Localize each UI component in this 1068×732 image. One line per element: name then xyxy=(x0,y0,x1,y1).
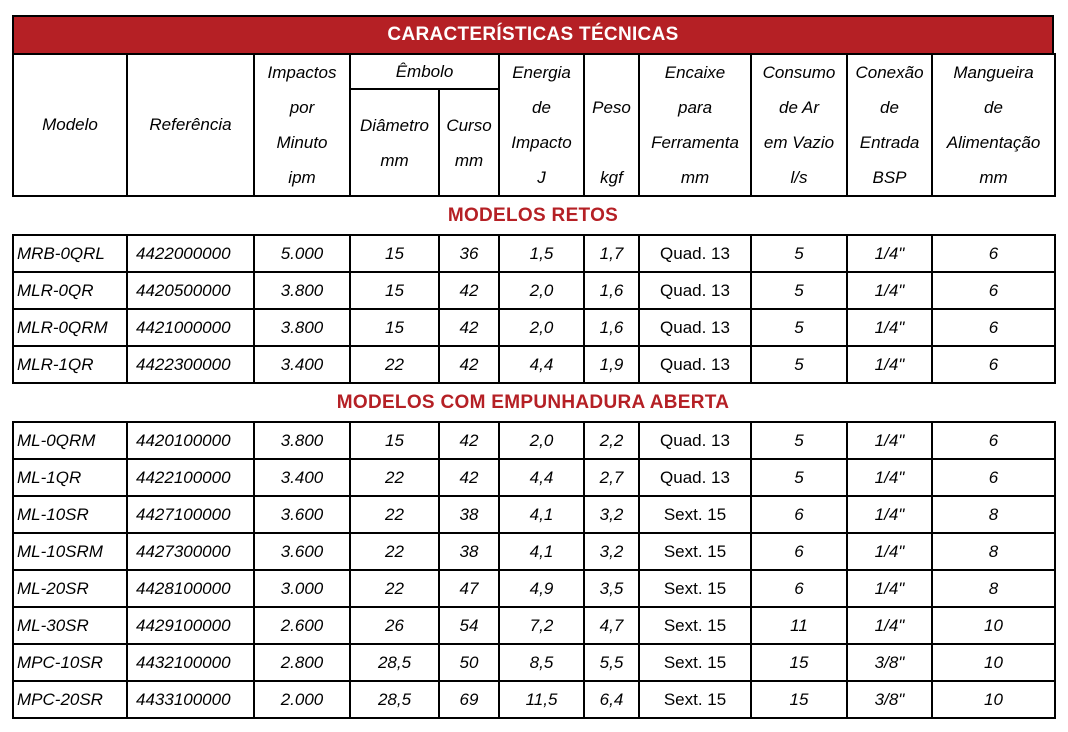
header-modelo: Modelo xyxy=(13,54,127,196)
table-row xyxy=(13,272,1055,309)
header-table xyxy=(12,53,1056,197)
cell-modelo: MPC-20SR xyxy=(13,681,127,718)
cell-modelo: MRB-0QRL xyxy=(13,235,127,272)
cell-encaixe: Quad. 13 xyxy=(639,346,751,383)
cell-curso: 69 xyxy=(439,681,499,718)
cell-mangueira: 10 xyxy=(932,607,1055,644)
header-consumo: Consumo de Ar em Vazio l/s xyxy=(751,54,847,196)
cell-peso: 1,6 xyxy=(584,309,639,346)
cell-mangueira: 10 xyxy=(932,644,1055,681)
cell-mangueira: 8 xyxy=(932,533,1055,570)
header-peso: Peso kgf xyxy=(584,54,639,196)
cell-consumo: 6 xyxy=(751,496,847,533)
header-impactos: Impactos por Minuto ipm xyxy=(254,54,350,196)
cell-consumo: 5 xyxy=(751,272,847,309)
cell-impactos: 2.600 xyxy=(254,607,350,644)
cell-energia: 4,1 xyxy=(499,533,584,570)
cell-peso: 2,2 xyxy=(584,422,639,459)
section-title-retos: MODELOS RETOS xyxy=(447,204,619,226)
header-mangueira: Mangueira de Alimentação mm xyxy=(932,54,1055,196)
cell-curso: 42 xyxy=(439,346,499,383)
cell-impactos: 5.000 xyxy=(254,235,350,272)
cell-curso: 47 xyxy=(439,570,499,607)
cell-mangueira: 10 xyxy=(932,681,1055,718)
table-row xyxy=(13,422,1055,459)
title-banner: CARACTERÍSTICAS TÉCNICAS xyxy=(12,15,1054,53)
cell-modelo: MLR-0QR xyxy=(13,272,127,309)
cell-referencia: 4421000000 xyxy=(127,309,254,346)
cell-conexao: 1/4" xyxy=(847,496,932,533)
cell-diametro: 15 xyxy=(350,422,439,459)
table-row xyxy=(13,346,1055,383)
cell-impactos: 3.400 xyxy=(254,459,350,496)
cell-conexao: 1/4" xyxy=(847,309,932,346)
cell-peso: 4,7 xyxy=(584,607,639,644)
cell-conexao: 1/4" xyxy=(847,533,932,570)
cell-peso: 5,5 xyxy=(584,644,639,681)
cell-referencia: 4427100000 xyxy=(127,496,254,533)
cell-consumo: 5 xyxy=(751,309,847,346)
table-row xyxy=(13,570,1055,607)
cell-consumo: 15 xyxy=(751,644,847,681)
cell-curso: 38 xyxy=(439,496,499,533)
cell-diametro: 22 xyxy=(350,459,439,496)
cell-diametro: 22 xyxy=(350,533,439,570)
cell-curso: 42 xyxy=(439,309,499,346)
cell-modelo: MLR-1QR xyxy=(13,346,127,383)
cell-consumo: 6 xyxy=(751,533,847,570)
cell-consumo: 5 xyxy=(751,346,847,383)
table-retos xyxy=(12,234,1056,384)
cell-peso: 1,7 xyxy=(584,235,639,272)
cell-encaixe: Quad. 13 xyxy=(639,235,751,272)
table-row xyxy=(13,607,1055,644)
cell-encaixe: Quad. 13 xyxy=(639,272,751,309)
table-row xyxy=(13,496,1055,533)
header-encaixe: Encaixe para Ferramenta mm xyxy=(639,54,751,196)
cell-encaixe: Sext. 15 xyxy=(639,644,751,681)
cell-peso: 3,2 xyxy=(584,496,639,533)
cell-conexao: 3/8" xyxy=(847,681,932,718)
cell-energia: 2,0 xyxy=(499,272,584,309)
cell-mangueira: 6 xyxy=(932,422,1055,459)
cell-diametro: 22 xyxy=(350,570,439,607)
cell-mangueira: 6 xyxy=(932,459,1055,496)
cell-encaixe: Quad. 13 xyxy=(639,422,751,459)
cell-curso: 50 xyxy=(439,644,499,681)
cell-conexao: 1/4" xyxy=(847,459,932,496)
table-row xyxy=(13,681,1055,718)
cell-energia: 11,5 xyxy=(499,681,584,718)
cell-mangueira: 6 xyxy=(932,235,1055,272)
cell-conexao: 1/4" xyxy=(847,272,932,309)
cell-consumo: 5 xyxy=(751,422,847,459)
cell-impactos: 3.000 xyxy=(254,570,350,607)
cell-energia: 4,1 xyxy=(499,496,584,533)
cell-modelo: ML-10SRM xyxy=(13,533,127,570)
table-empunhadura xyxy=(12,421,1056,719)
table-row xyxy=(13,309,1055,346)
table-row xyxy=(13,459,1055,496)
cell-energia: 1,5 xyxy=(499,235,584,272)
cell-diametro: 15 xyxy=(350,309,439,346)
cell-energia: 2,0 xyxy=(499,309,584,346)
cell-modelo: MPC-10SR xyxy=(13,644,127,681)
cell-encaixe: Quad. 13 xyxy=(639,459,751,496)
cell-curso: 36 xyxy=(439,235,499,272)
cell-referencia: 4433100000 xyxy=(127,681,254,718)
cell-conexao: 1/4" xyxy=(847,422,932,459)
cell-diametro: 22 xyxy=(350,346,439,383)
cell-impactos: 3.800 xyxy=(254,422,350,459)
cell-impactos: 3.600 xyxy=(254,496,350,533)
cell-referencia: 4420500000 xyxy=(127,272,254,309)
cell-curso: 54 xyxy=(439,607,499,644)
cell-peso: 1,9 xyxy=(584,346,639,383)
cell-impactos: 2.000 xyxy=(254,681,350,718)
cell-referencia: 4422000000 xyxy=(127,235,254,272)
cell-referencia: 4422100000 xyxy=(127,459,254,496)
cell-diametro: 28,5 xyxy=(350,681,439,718)
cell-encaixe: Sext. 15 xyxy=(639,496,751,533)
cell-mangueira: 8 xyxy=(932,496,1055,533)
cell-conexao: 1/4" xyxy=(847,570,932,607)
cell-modelo: ML-10SR xyxy=(13,496,127,533)
cell-energia: 8,5 xyxy=(499,644,584,681)
header-diametro: Diâmetro mm xyxy=(350,89,439,196)
cell-encaixe: Quad. 13 xyxy=(639,309,751,346)
cell-encaixe: Sext. 15 xyxy=(639,570,751,607)
cell-referencia: 4422300000 xyxy=(127,346,254,383)
cell-diametro: 28,5 xyxy=(350,644,439,681)
cell-conexao: 1/4" xyxy=(847,607,932,644)
cell-consumo: 11 xyxy=(751,607,847,644)
header-embolo: Êmbolo xyxy=(350,54,499,89)
cell-consumo: 6 xyxy=(751,570,847,607)
cell-referencia: 4427300000 xyxy=(127,533,254,570)
cell-diametro: 15 xyxy=(350,272,439,309)
cell-referencia: 4420100000 xyxy=(127,422,254,459)
cell-modelo: ML-20SR xyxy=(13,570,127,607)
cell-impactos: 3.400 xyxy=(254,346,350,383)
cell-diametro: 26 xyxy=(350,607,439,644)
cell-energia: 4,9 xyxy=(499,570,584,607)
cell-energia: 7,2 xyxy=(499,607,584,644)
cell-encaixe: Sext. 15 xyxy=(639,681,751,718)
cell-mangueira: 6 xyxy=(932,309,1055,346)
table-row xyxy=(13,235,1055,272)
table-row xyxy=(13,533,1055,570)
cell-diametro: 15 xyxy=(350,235,439,272)
cell-consumo: 5 xyxy=(751,459,847,496)
cell-conexao: 3/8" xyxy=(847,644,932,681)
cell-impactos: 2.800 xyxy=(254,644,350,681)
cell-encaixe: Sext. 15 xyxy=(639,607,751,644)
cell-peso: 6,4 xyxy=(584,681,639,718)
cell-curso: 42 xyxy=(439,422,499,459)
cell-peso: 3,2 xyxy=(584,533,639,570)
cell-conexao: 1/4" xyxy=(847,235,932,272)
cell-consumo: 5 xyxy=(751,235,847,272)
cell-diametro: 22 xyxy=(350,496,439,533)
cell-consumo: 15 xyxy=(751,681,847,718)
cell-impactos: 3.800 xyxy=(254,272,350,309)
cell-modelo: MLR-0QRM xyxy=(13,309,127,346)
cell-curso: 38 xyxy=(439,533,499,570)
table-row xyxy=(13,644,1055,681)
cell-impactos: 3.800 xyxy=(254,309,350,346)
cell-energia: 2,0 xyxy=(499,422,584,459)
header-referencia: Referência xyxy=(127,54,254,196)
header-curso: Curso mm xyxy=(439,89,499,196)
cell-energia: 4,4 xyxy=(499,459,584,496)
cell-modelo: ML-0QRM xyxy=(13,422,127,459)
cell-referencia: 4428100000 xyxy=(127,570,254,607)
cell-impactos: 3.600 xyxy=(254,533,350,570)
cell-curso: 42 xyxy=(439,272,499,309)
cell-encaixe: Sext. 15 xyxy=(639,533,751,570)
header-energia: Energia de Impacto J xyxy=(499,54,584,196)
cell-conexao: 1/4" xyxy=(847,346,932,383)
cell-mangueira: 6 xyxy=(932,346,1055,383)
spec-sheet xyxy=(12,15,1054,719)
cell-modelo: ML-30SR xyxy=(13,607,127,644)
cell-peso: 3,5 xyxy=(584,570,639,607)
cell-referencia: 4432100000 xyxy=(127,644,254,681)
cell-mangueira: 8 xyxy=(932,570,1055,607)
cell-curso: 42 xyxy=(439,459,499,496)
cell-referencia: 4429100000 xyxy=(127,607,254,644)
header-conexao: Conexão de Entrada BSP xyxy=(847,54,932,196)
cell-peso: 1,6 xyxy=(584,272,639,309)
cell-peso: 2,7 xyxy=(584,459,639,496)
section-title-empunhadura: MODELOS COM EMPUNHADURA ABERTA xyxy=(336,391,730,413)
cell-energia: 4,4 xyxy=(499,346,584,383)
cell-modelo: ML-1QR xyxy=(13,459,127,496)
cell-mangueira: 6 xyxy=(932,272,1055,309)
